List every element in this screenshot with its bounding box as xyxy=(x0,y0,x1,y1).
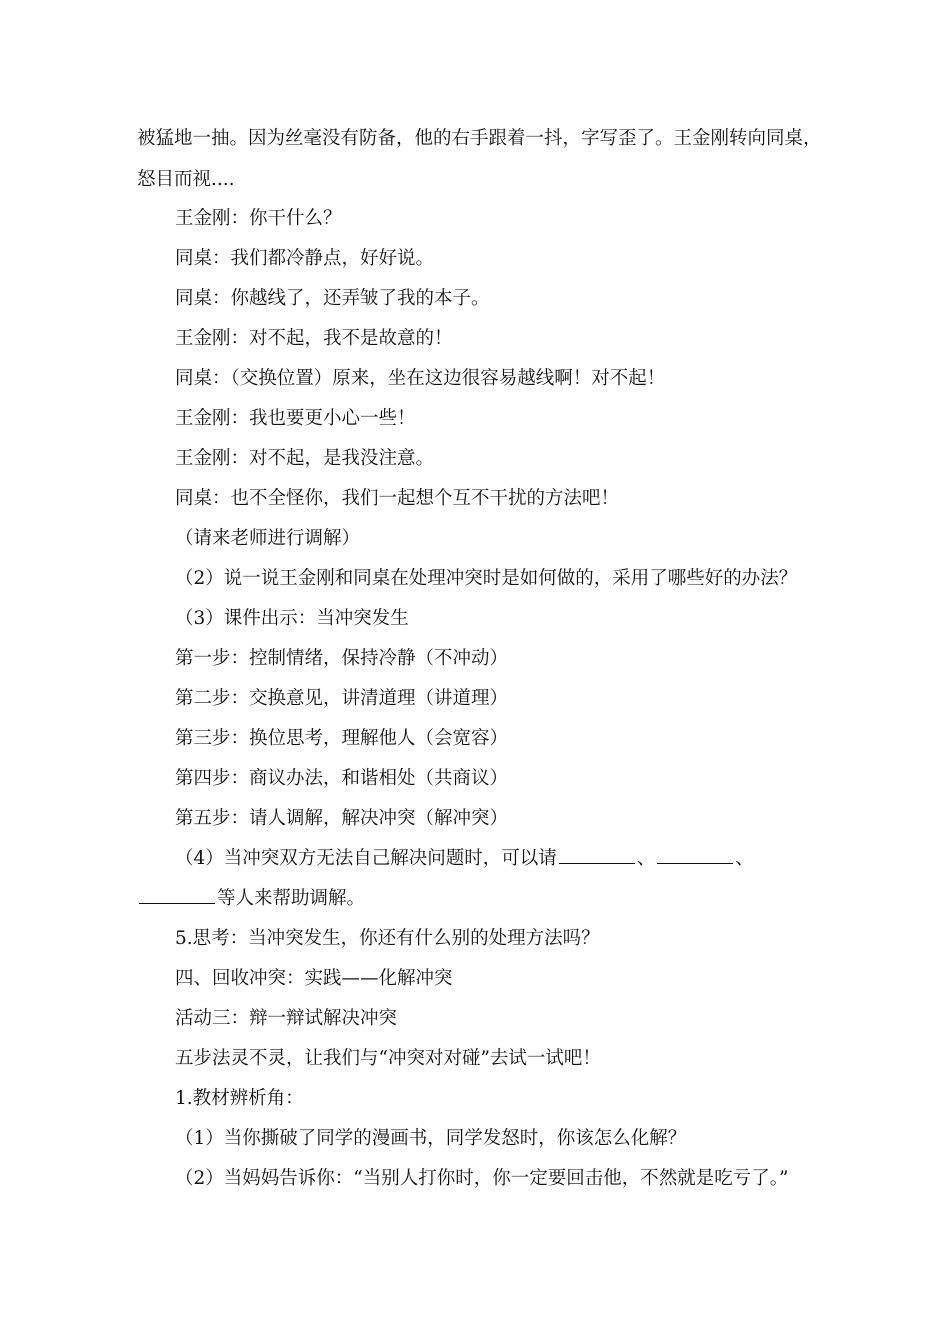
question-line: （2）当妈妈告诉你：“当别人打你时，你一定要回击他，不然就是吃亏了。” xyxy=(175,1168,789,1189)
section-heading: 四、回收冲突：实践——化解冲突 xyxy=(175,968,453,989)
separator: 、 xyxy=(735,848,754,869)
step-line: 第二步：交换意见，讲清道理（讲道理） xyxy=(175,688,509,709)
subheading: 1.教材辨析角： xyxy=(175,1088,304,1109)
paragraph-line: 被猛地一抽。因为丝毫没有防备，他的右手跟着一抖，字写歪了。王金刚转向同桌， xyxy=(137,128,822,149)
fill-in-question xyxy=(175,845,830,873)
dialogue-line: 王金刚：对不起，我不是故意的！ xyxy=(175,328,453,349)
fill-in-continuation xyxy=(137,885,830,913)
courseware-line: （3）课件出示：当冲突发生 xyxy=(175,608,409,629)
question-line: （1）当你撕破了同学的漫画书，同学发怒时，你该怎么化解？ xyxy=(175,1128,687,1149)
dialogue-line: 王金刚：我也要更小心一些！ xyxy=(175,408,416,429)
step-line: 第四步：商议办法，和谐相处（共商议） xyxy=(175,768,509,789)
answer-blank-2[interactable] xyxy=(657,847,733,864)
step-line: 第五步：请人调解，解决冲突（解冲突） xyxy=(175,808,509,829)
fill-in-suffix: 等人来帮助调解。 xyxy=(217,888,366,909)
dialogue-line: 同桌：也不全怪你，我们一起想个互不干扰的方法吧！ xyxy=(175,488,620,509)
paragraph-line: 五步法灵不灵，让我们与“冲突对对碰”去试一试吧！ xyxy=(175,1048,601,1069)
question-line: （2）说一说王金刚和同桌在处理冲突时是如何做的，采用了哪些好的办法？ xyxy=(175,568,798,589)
step-line: 第三步：换位思考，理解他人（会宽容） xyxy=(175,728,509,749)
answer-blank-3[interactable] xyxy=(139,887,215,904)
separator: 、 xyxy=(636,848,656,869)
note-line: （请来老师进行调解） xyxy=(175,528,361,549)
paragraph-line: 怒目而视.... xyxy=(137,169,235,190)
dialogue-line: 同桌：（交换位置）原来，坐在这边很容易越线啊！对不起！ xyxy=(175,368,666,389)
thinking-question: 5.思考：当冲突发生，你还有什么别的处理方法吗？ xyxy=(175,928,600,949)
dialogue-line: 同桌：你越线了，还弄皱了我的本子。 xyxy=(175,288,490,309)
dialogue-line: 王金刚：对不起，是我没注意。 xyxy=(175,448,435,469)
dialogue-line: 王金刚：你干什么？ xyxy=(175,208,342,229)
answer-blank-1[interactable] xyxy=(559,847,635,864)
step-line: 第一步：控制情绪，保持冷静（不冲动） xyxy=(175,648,509,669)
activity-heading: 活动三：辩一辩试解决冲突 xyxy=(175,1008,398,1029)
fill-in-prefix: （4）当冲突双方无法自己解决问题时，可以请 xyxy=(175,848,557,869)
dialogue-line: 同桌：我们都冷静点，好好说。 xyxy=(175,248,435,269)
